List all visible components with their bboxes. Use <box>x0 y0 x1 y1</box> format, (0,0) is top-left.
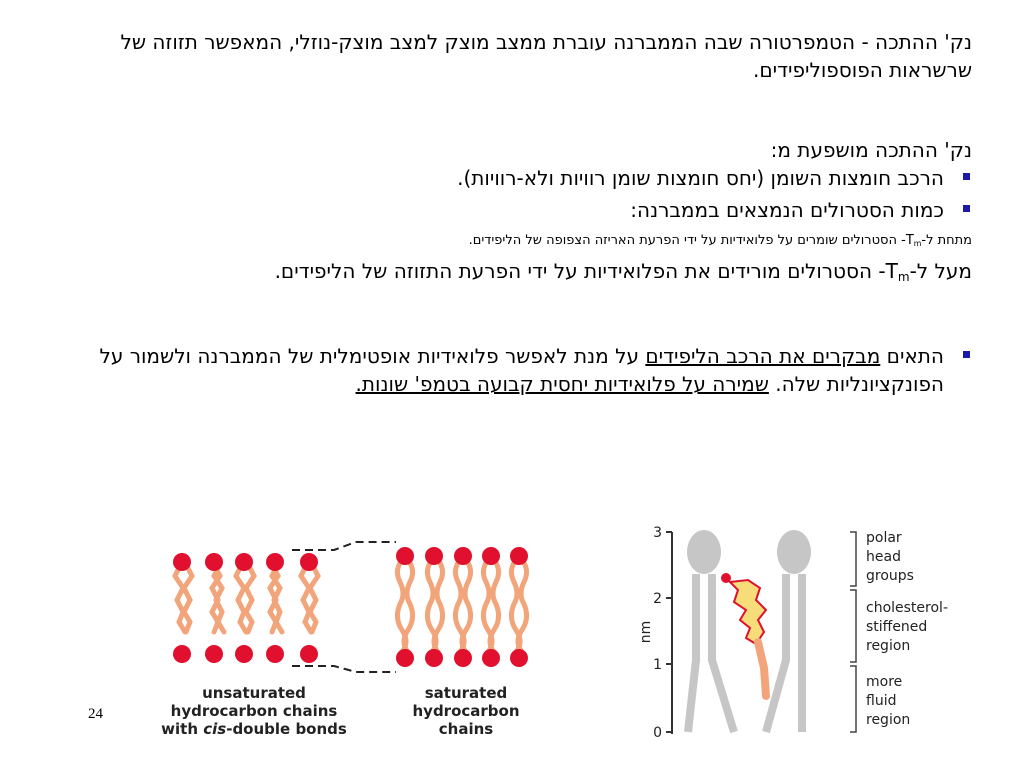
bullet-regulation-text: התאים מבקרים את הרכב הליפידים על מנת לאפשר פלואידיות אופטימלית של הממברנה ולשמור על הפונקציונליות שלה. שמירה על פלואידיות יחסית קבועה בטמפ' שונות. <box>99 344 944 396</box>
unsaturated-heads-bottom <box>173 645 318 663</box>
svg-text:1: 1 <box>653 657 662 673</box>
unsaturated-caption-line3: with cis-double bonds <box>161 720 347 738</box>
saturated-bilayer <box>397 560 526 652</box>
saturated-caption-line3: chains <box>438 720 494 738</box>
saturated-heads-top <box>396 547 528 565</box>
slide-number: 24 <box>88 706 103 722</box>
axis-unit-label: nm <box>638 620 654 644</box>
saturated-heads-bottom <box>396 649 528 667</box>
svg-text:0: 0 <box>653 725 662 741</box>
bullet-fatty-acids <box>52 164 972 192</box>
saturated-caption-line2: hydrocarbon <box>412 702 520 720</box>
phospholipid-right <box>766 530 811 732</box>
label-groups: groups <box>866 568 914 584</box>
unsaturated-caption-line2: hydrocarbon chains <box>170 702 338 720</box>
label-fluid: fluid <box>866 693 897 709</box>
bullet-fatty-acids-text: הרכב חומצות השומן (יחס חומצות שומן רוויות ולא-רוויות). <box>457 166 944 190</box>
regulation-section <box>52 342 972 398</box>
bullet-regulation <box>52 342 972 398</box>
label-region-2: region <box>866 712 911 728</box>
unsaturated-bilayer <box>175 564 318 632</box>
lipid-captions <box>161 684 519 738</box>
bullet-square-icon <box>963 205 970 212</box>
bullet-square-icon <box>963 173 970 180</box>
bullet-square-icon <box>963 351 970 358</box>
axis-ticks <box>653 525 662 741</box>
svg-text:2: 2 <box>653 591 662 607</box>
cholesterol-molecule <box>721 573 766 696</box>
region-brackets <box>850 532 856 732</box>
label-stiffened: stiffened <box>866 619 928 635</box>
lipid-packing-figure <box>134 530 564 750</box>
unsaturated-caption-line1: unsaturated <box>202 684 306 702</box>
unsaturated-heads-top <box>173 553 318 571</box>
saturated-caption-line1: saturated <box>424 684 508 702</box>
label-head: head <box>866 549 901 565</box>
influences-heading: נק' ההתכה מושפעת מ: <box>770 138 972 162</box>
melting-point-definition: נק' ההתכה - הטמפרטורה שבה הממברנה עוברת ממצב מוצק למצב מוצק-נוזלי, המאפשר תזוזה של שרשראות הפוספוליפידים. <box>120 30 972 82</box>
phospholipid-left <box>687 530 734 732</box>
region-labels <box>866 530 948 728</box>
label-more: more <box>866 674 903 690</box>
intro-paragraph <box>52 28 972 84</box>
below-tm-note: מתחת $ל-T_m-$ הסטרולים שומרים על פלואידיות על ידי הפרעת האריזה הצפופה של הליפידים. <box>468 233 972 248</box>
above-tm-note: מעל $ל-T_m-$ הסטרולים מורידים את הפלואידיות על ידי הפרעת התזוזה של הליפידים. <box>274 258 972 284</box>
nm-axis <box>666 532 672 734</box>
label-polar: polar <box>866 530 902 546</box>
label-region-1: region <box>866 638 911 654</box>
label-cholesterol: cholesterol- <box>866 600 948 616</box>
influences-section <box>52 136 972 291</box>
bullet-sterols-text: כמות הסטרולים הנמצאים בממברנה: <box>630 198 944 222</box>
bullet-sterols <box>52 196 972 224</box>
cholesterol-figure <box>626 520 986 760</box>
svg-text:3: 3 <box>653 525 662 541</box>
